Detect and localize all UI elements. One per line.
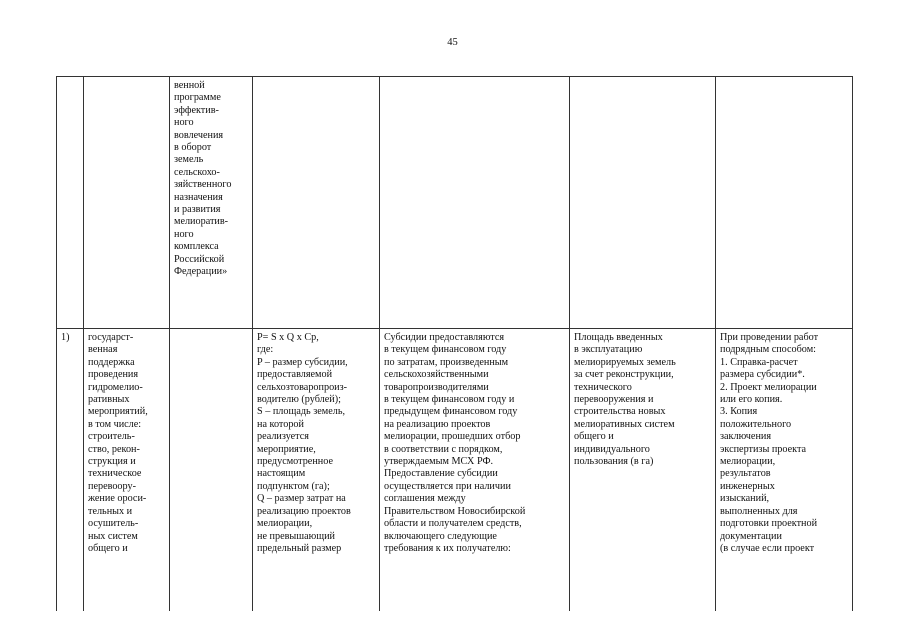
table-cell: [57, 77, 84, 329]
table-cell: [570, 77, 716, 329]
table-cell: [170, 77, 253, 329]
program-name-text: венной программе эффектив- ного вовлечения в оборот земель сельскохо- зяйственного назначения и развития мелиоратив- ного комплекса Российской Федерации»: [174, 80, 232, 278]
result-indicator: Площадь введенных в эксплуатацию мелиорируемых земель за счет реконструкции, технического перевооружения и строительства новых мелиоративных систем общего и индивидуального пользования (в га): [574, 332, 676, 468]
table-cell: [84, 329, 170, 612]
table-cell: [253, 329, 380, 612]
table-cell: [570, 329, 716, 612]
subsidy-conditions: Субсидии предоставляются в текущем финансовом году по затратам, произведенным сельскохозяйственными товаропроизводителями в текущем финансовом году и предыдущем финансовом году на реализацию проектов мелиорации, прошедших отбор в соответствии с порядком, утверждаемым МСХ РФ. Предоставление субсидии осуществляется при наличии соглашения между Правительством Новосибирской области и получателем средств, включающего следующие требования к их получателю:: [384, 332, 526, 554]
table-cell: [380, 329, 570, 612]
table-cell: [253, 77, 380, 329]
table-cell: [170, 329, 253, 612]
table-row: [57, 77, 853, 329]
table-row: [57, 329, 853, 612]
required-documents: При проведении работ подрядным способом: 1. Справка-расчет размера субсидии*. 2. Проект мелиорации или его копия. 3. Копия положительного заключения экспертизы проекта мелиорации, результатов инженерных изысканий, выполненных для подготовки проектной документации (в случае если проект: [720, 332, 819, 554]
table-cell: [716, 329, 853, 612]
subsidy-table: [56, 76, 853, 611]
measure-description: государст- венная поддержка проведения гидромелио- ративных мероприятий, в том числе: строитель- ство, рекон- струкция и техническое перевоору- жение ороси- тельных и осушитель- ных систем общего и: [88, 332, 148, 554]
page-number: 45: [447, 37, 458, 48]
subsidy-formula: P= S x Q x Cp, где: P – размер субсидии, предоставляемой сельхозтоваропроиз- водителю (рублей); S – площадь земель, на которой реализуется мероприятие, предусмотренное настоящим подпунктом (га); Q – размер затрат на реализацию проектов мелиорации, не превышающий предельный размер: [257, 332, 351, 554]
table-cell: [380, 77, 570, 329]
table-cell: [57, 329, 84, 612]
table-cell: [84, 77, 170, 329]
table-cell: [716, 77, 853, 329]
row-number: 1): [61, 332, 70, 343]
